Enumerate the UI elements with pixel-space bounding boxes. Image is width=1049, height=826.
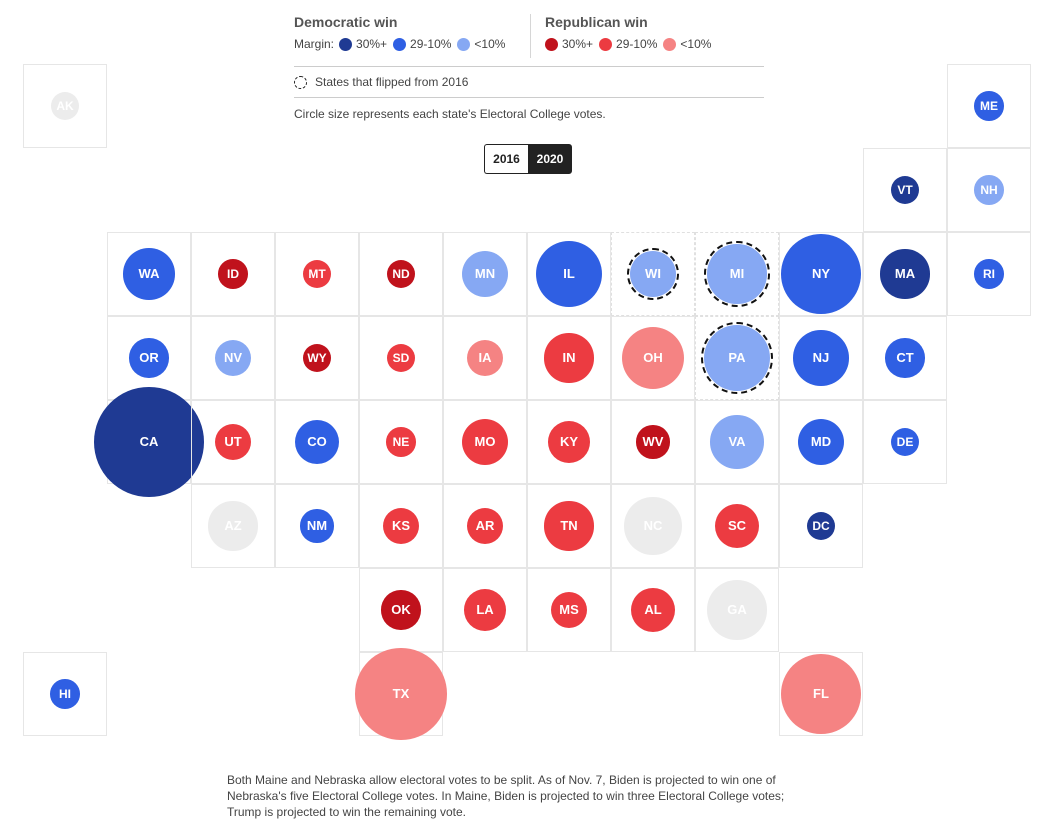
legend-dem-0-swatch <box>457 38 470 51</box>
state-bubble-wi[interactable]: WI <box>630 251 677 298</box>
state-bubble-dc[interactable]: DC <box>807 512 835 540</box>
legend-dem-30-label: 30%+ <box>356 37 388 51</box>
state-bubble-mo[interactable]: MO <box>462 419 509 466</box>
state-bubble-ar[interactable]: AR <box>467 508 503 544</box>
state-bubble-sc[interactable]: SC <box>715 504 759 548</box>
state-bubble-ny[interactable]: NY <box>781 234 861 314</box>
state-bubble-ut[interactable]: UT <box>215 424 251 460</box>
legend-rep-10-label: 29-10% <box>616 37 658 51</box>
state-bubble-mi[interactable]: MI <box>707 244 766 303</box>
legend-flipped-row <box>294 66 764 98</box>
legend-dem-0-label: <10% <box>474 37 506 51</box>
state-bubble-nm[interactable]: NM <box>300 509 333 542</box>
legend-rep-30-label: 30%+ <box>562 37 594 51</box>
state-bubble-sd[interactable]: SD <box>387 344 415 372</box>
state-bubble-ia[interactable]: IA <box>467 340 503 376</box>
legend-rep-30-swatch <box>545 38 558 51</box>
state-bubble-fl[interactable]: FL <box>781 654 861 734</box>
legend-dem-10-swatch <box>393 38 406 51</box>
legend-dem-10-label: 29-10% <box>410 37 452 51</box>
state-bubble-ky[interactable]: KY <box>548 421 590 463</box>
state-bubble-ma[interactable]: MA <box>880 249 929 298</box>
state-bubble-pa[interactable]: PA <box>704 325 770 391</box>
state-bubble-vt[interactable]: VT <box>891 176 919 204</box>
state-bubble-mn[interactable]: MN <box>462 251 509 298</box>
state-bubble-ca[interactable]: CA <box>94 387 204 497</box>
state-bubble-az[interactable]: AZ <box>208 501 257 550</box>
state-bubble-va[interactable]: VA <box>710 415 763 468</box>
state-bubble-de[interactable]: DE <box>891 428 919 456</box>
legend-margin-label: Margin: <box>294 37 335 51</box>
state-bubble-ct[interactable]: CT <box>885 338 924 377</box>
legend-democratic <box>294 14 530 51</box>
state-bubble-wy[interactable]: WY <box>303 344 331 372</box>
state-bubble-nc[interactable]: NC <box>624 497 681 554</box>
state-bubble-nh[interactable]: NH <box>974 175 1004 205</box>
state-bubble-ms[interactable]: MS <box>551 592 587 628</box>
state-bubble-al[interactable]: AL <box>631 588 675 632</box>
state-bubble-ok[interactable]: OK <box>381 590 420 629</box>
state-bubble-id[interactable]: ID <box>218 259 248 289</box>
year-2020-button[interactable]: 2020 <box>528 144 572 174</box>
state-bubble-ri[interactable]: RI <box>974 259 1004 289</box>
state-bubble-tx[interactable]: TX <box>355 648 446 739</box>
state-bubble-ks[interactable]: KS <box>383 508 419 544</box>
legend-rep-0-label: <10% <box>680 37 712 51</box>
legend-flipped-label: States that flipped from 2016 <box>315 75 469 89</box>
year-toggle[interactable] <box>484 144 572 176</box>
legend-dem-title: Democratic win <box>294 14 398 30</box>
state-bubble-co[interactable]: CO <box>295 420 339 464</box>
state-bubble-il[interactable]: IL <box>536 241 602 307</box>
state-bubble-tn[interactable]: TN <box>544 501 593 550</box>
state-bubble-or[interactable]: OR <box>129 338 168 377</box>
footnote: Both Maine and Nebraska allow electoral votes to be split. As of Nov. 7, Biden is projected to win one of Nebraska's five Electoral College votes. In Maine, Biden is projected to win three Electoral College votes; Trump is projected to win the remaining vote. <box>227 773 785 819</box>
state-bubble-in[interactable]: IN <box>544 333 593 382</box>
state-bubble-hi[interactable]: HI <box>50 679 80 709</box>
state-bubble-oh[interactable]: OH <box>622 327 685 390</box>
legend-rep-10-swatch <box>599 38 612 51</box>
state-bubble-nv[interactable]: NV <box>215 340 251 376</box>
dashed-circle-icon <box>294 76 307 89</box>
year-2016-button[interactable]: 2016 <box>484 144 528 174</box>
state-bubble-md[interactable]: MD <box>798 419 845 466</box>
state-bubble-ne[interactable]: NE <box>386 427 416 457</box>
circle-size-note: Circle size represents each state's Electoral College votes. <box>294 107 606 121</box>
legend-rep-0-swatch <box>663 38 676 51</box>
state-bubble-ga[interactable]: GA <box>707 580 766 639</box>
state-bubble-mt[interactable]: MT <box>303 260 331 288</box>
legend-dem-30-swatch <box>339 38 352 51</box>
state-bubble-la[interactable]: LA <box>464 589 506 631</box>
state-bubble-ak[interactable]: AK <box>51 92 79 120</box>
state-bubble-wv[interactable]: WV <box>636 425 669 458</box>
state-bubble-wa[interactable]: WA <box>123 248 174 299</box>
legend-rep-title: Republican win <box>545 14 648 30</box>
state-bubble-me[interactable]: ME <box>974 91 1004 121</box>
state-bubble-nj[interactable]: NJ <box>793 330 848 385</box>
state-bubble-nd[interactable]: ND <box>387 260 415 288</box>
legend-republican <box>530 14 717 58</box>
